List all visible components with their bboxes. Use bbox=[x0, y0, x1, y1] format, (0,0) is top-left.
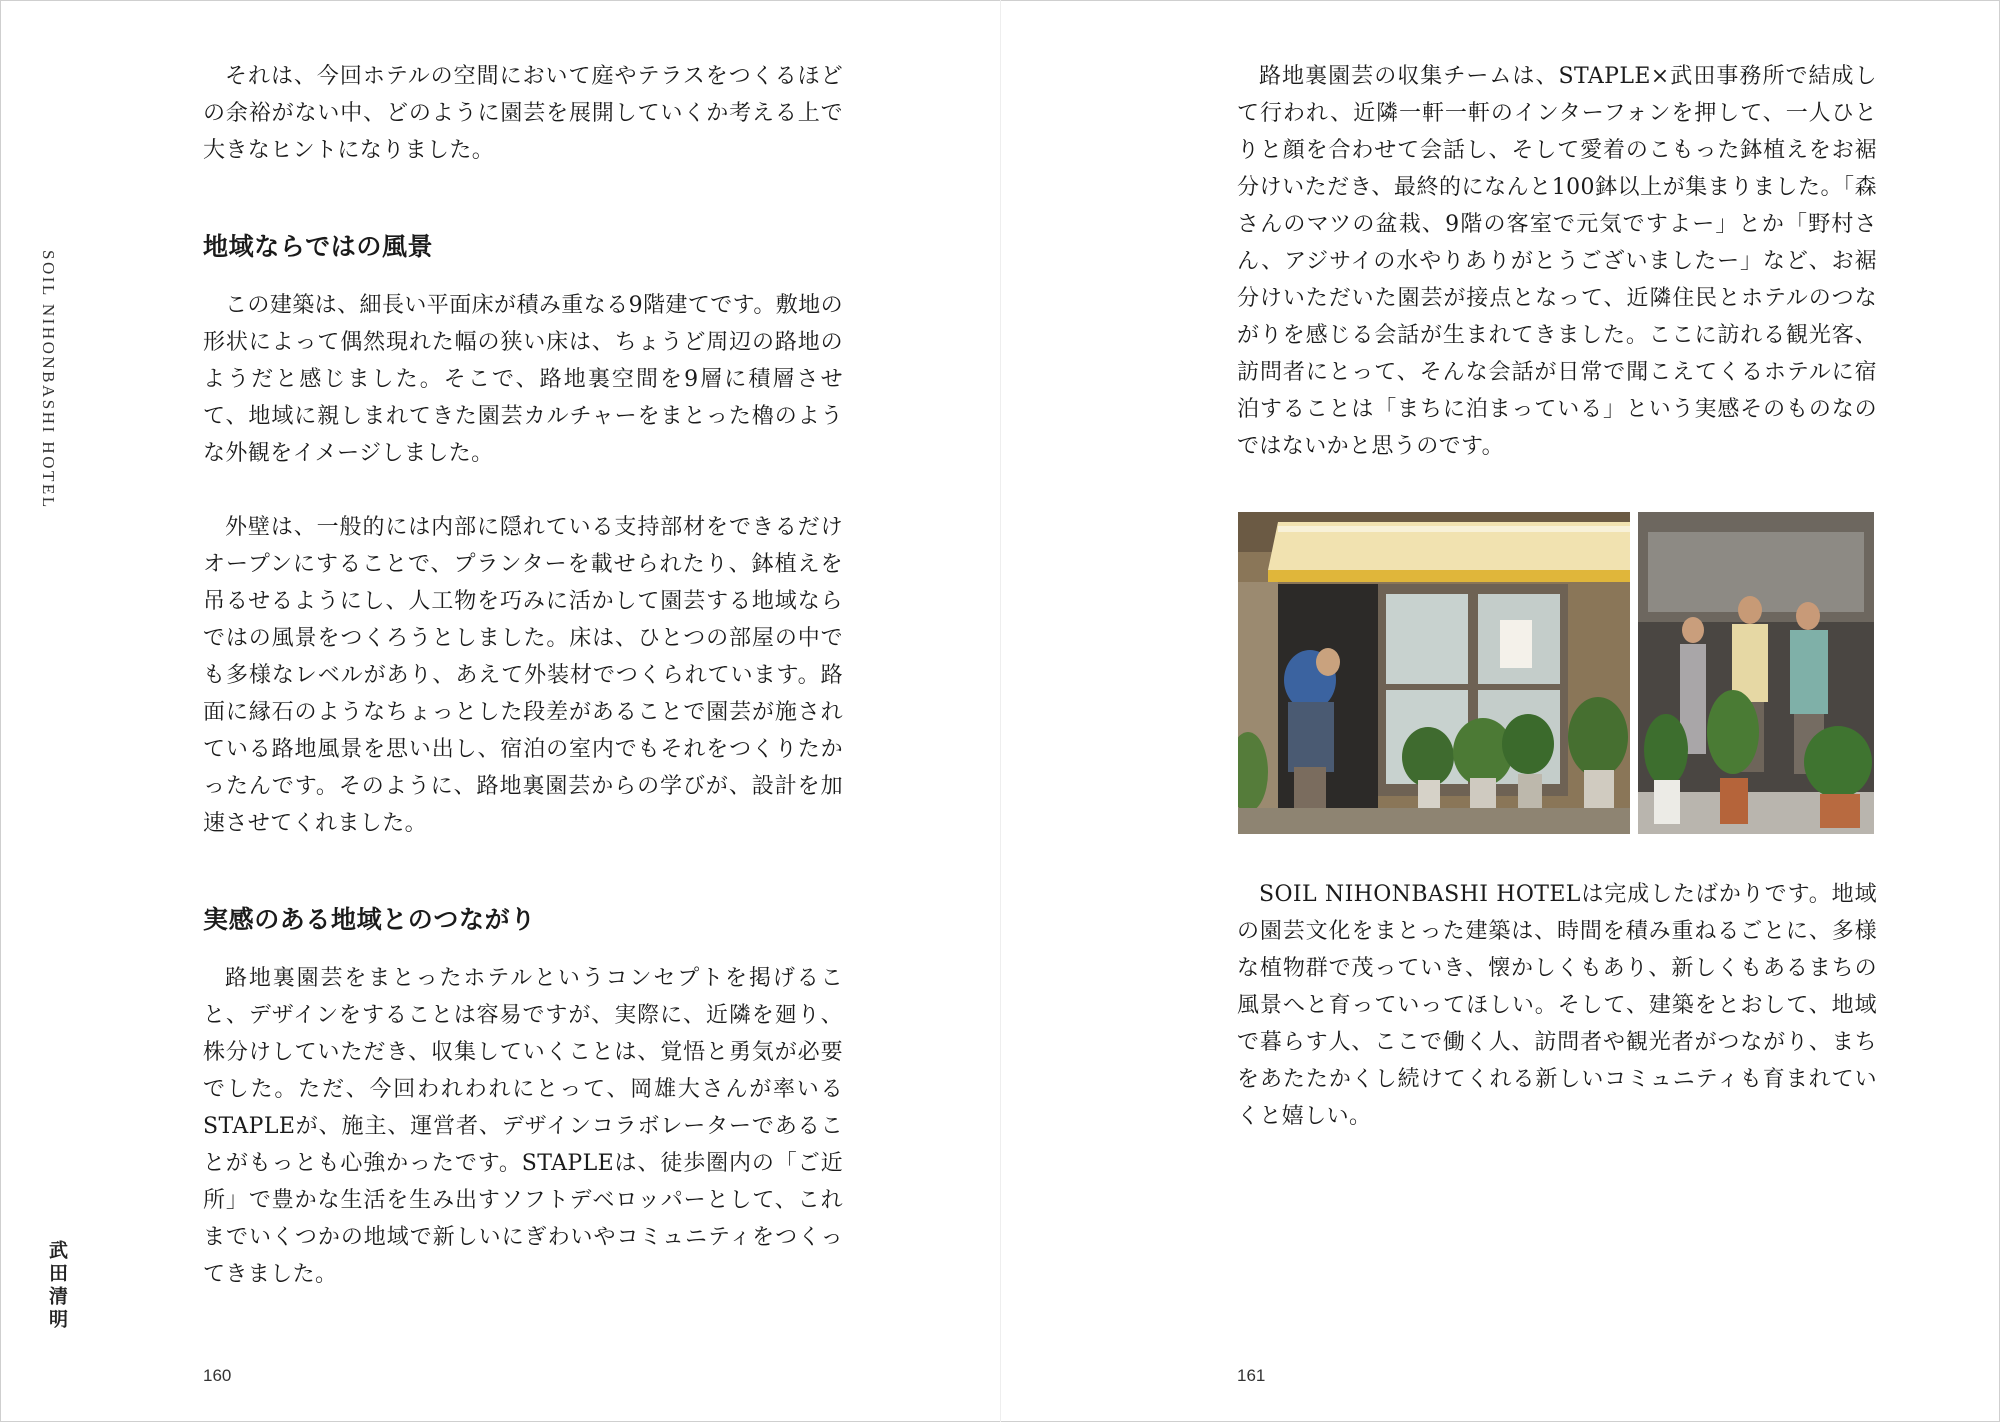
residents-image bbox=[1638, 512, 1874, 834]
right-text-column-top bbox=[1237, 58, 1877, 465]
photo-shop-front bbox=[1238, 512, 1630, 834]
paragraph-4: 路地裏園芸をまとったホテルというコンセプトを掲げること、デザインをすることは容易ですが、実際に、近隣を廻り、株分けしていただき、収集していくことは、覚悟と勇気が必要でした。ただ、今回われわれにとって、岡雄大さんが率いるSTAPLEが、施主、運営者、デザインコラボレーターであることがもっとも心強かったです。STAPLEは、徒歩圏内の「ご近所」で豊かな生活を生み出すソフトデベロッパーとして、これまでいくつかの地域で新しいにぎわいやコミュニティをつくってきました。 bbox=[203, 966, 844, 1287]
left-text-column bbox=[203, 58, 843, 1293]
spacer bbox=[203, 206, 843, 228]
shop-front-image bbox=[1238, 512, 1630, 834]
spacer bbox=[203, 842, 843, 879]
section-heading: 実感のある地域とのつながり bbox=[203, 905, 536, 934]
paragraph-3: 外壁は、一般的には内部に隠れている支持部材をできるだけオープンにすることで、プランターを載せられたり、鉢植えを吊るせるようにし、人工物を巧みに活かして園芸する地域ならではの風景をつくろうとしました。床は、ひとつの部屋の中でも多様なレベルがあり、あえて外装材でつくられています。路面に縁石のようなちょっとした段差があることで園芸が施されている路地風景を思い出し、宿泊の室内でもそれをつくりたかったんです。そのように、路地裏園芸からの学びが、設計を加速させてくれました。 bbox=[203, 515, 843, 836]
paragraph-1: それは、今回ホテルの空間において庭やテラスをつくるほどの余裕がない中、どのように園芸を展開していくか考える上で大きなヒントになりました。 bbox=[203, 64, 843, 163]
paragraph-5: 路地裏園芸の収集チームは、STAPLE×武田事務所で結成して行われ、近隣一軒一軒のインターフォンを押して、一人ひとりと顔を合わせて会話し、そして愛着のこもった鉢植えをお裾分けいただき、最終的になんと100鉢以上が集まりました。「森さんのマツの盆栽、9階の客室で元気ですよー」とか「野村さん、アジサイの水やりありがとうございましたー」など、お裾分けいただいた園芸が接点となって、近隣住民とホテルのつながりを感じる会話が生まれてきました。ここに訪れる観光客、訪問者にとって、そんな会話が日常で聞こえてくるホテルに宿泊することは「まちに泊まっている」という実感そのものなのではないかと思うのです。 bbox=[1237, 64, 1877, 459]
spacer bbox=[203, 879, 843, 901]
photo-residents bbox=[1638, 512, 1874, 834]
paragraph-6: SOIL NIHONBASHI HOTELは完成したばかりです。地域の園芸文化をまとった建築は、時間を積み重ねるごとに、多様な植物群で茂っていき、懐かしくもあり、新しくもあるまちの風景へと育っていってほしい。そして、建築をとおして、地域で暮らす人、ここで働く人、訪問者や観光者がつながり、まちをあたたかくし続けてくれる新しいコミュニティも育まれていくと嬉しい。 bbox=[1237, 882, 1877, 1129]
page-number: 160 bbox=[203, 1366, 232, 1385]
page-number: 161 bbox=[1237, 1366, 1266, 1385]
running-head: SOIL NIHONBASHI HOTEL bbox=[39, 250, 58, 510]
spacer bbox=[203, 938, 843, 960]
spacer bbox=[203, 169, 843, 206]
spacer bbox=[203, 265, 843, 287]
right-text-column-bottom bbox=[1237, 876, 1877, 1135]
section-heading: 地域ならではの風景 bbox=[203, 232, 434, 261]
paragraph-2: この建築は、細長い平面床が積み重なる9階建てです。敷地の形状によって偶然現れた幅の狭い床は、ちょうど周辺の路地のようだと感じました。そこで、路地裏空間を9層に積層させて、地域に親しまれてきた園芸カルチャーをまとった櫓のような外観をイメージしました。 bbox=[203, 293, 843, 466]
author-name: 武田清明 bbox=[46, 1240, 68, 1332]
spacer bbox=[203, 472, 843, 509]
page-161 bbox=[1000, 0, 2000, 1422]
